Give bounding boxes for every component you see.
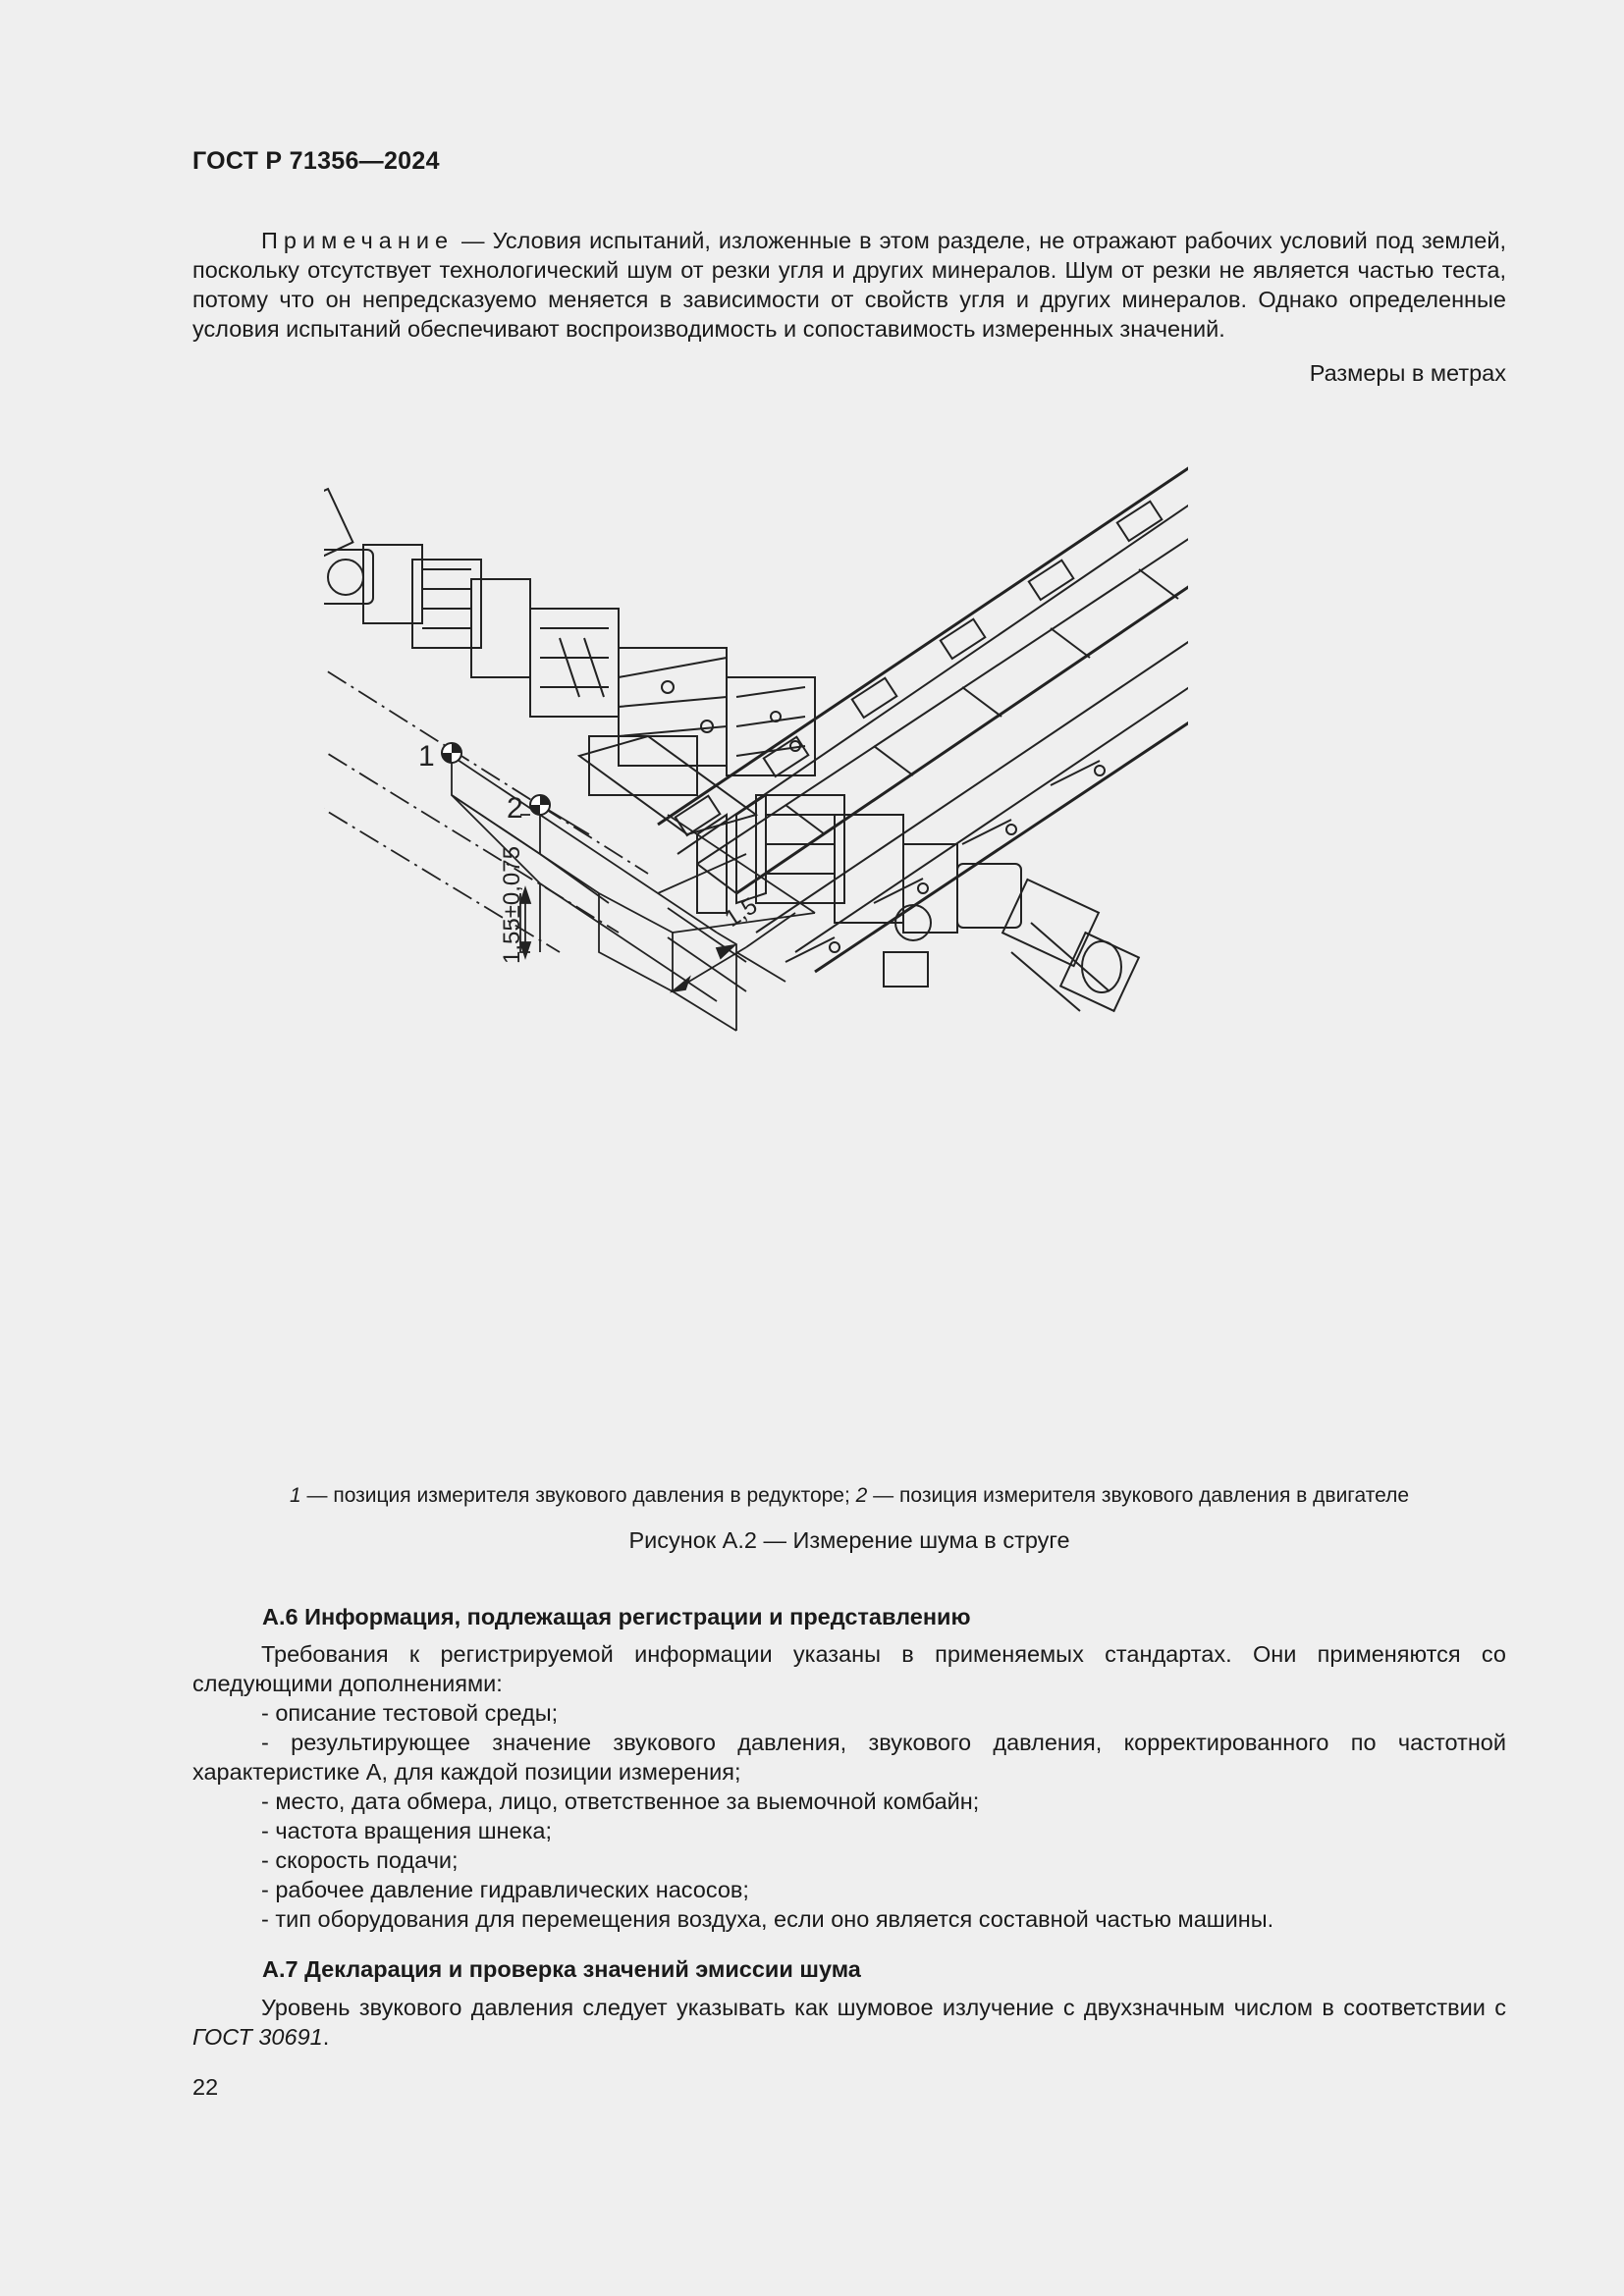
figure-label-1: 1 <box>418 740 435 773</box>
list-item: - скорость подачи; <box>261 1847 459 1873</box>
position-marker-1 <box>442 743 461 763</box>
legend-num-1: 1 <box>289 1484 301 1507</box>
section-a6-intro: Требования к регистрируемой информации указаны в применяемых стандартах. Они применяются со следующими дополнениями: <box>192 1641 1506 1696</box>
figure-legend <box>192 1484 1506 1508</box>
note-label: Примечание <box>261 228 455 253</box>
plough-drawing <box>324 402 1188 1463</box>
figure-caption: Рисунок А.2 — Измерение шума в струге <box>628 1527 1070 1553</box>
page-number: 22 <box>192 2074 219 2100</box>
list-item: - результирующее значение звукового давления, звукового давления, корректированного по частотной характеристике А, для каждой позиции измерения; <box>192 1730 1506 1785</box>
section-a7-text-main: Уровень звукового давления следует указывать как шумовое излучение с двухзначным числом в соответствии с <box>261 1995 1506 2020</box>
position-marker-2 <box>530 795 550 815</box>
dimension-horizontal: 1,5 <box>720 892 763 934</box>
dimension-vertical: 1,55±0,075 <box>499 846 525 964</box>
upper-drive-unit <box>324 477 619 717</box>
list-item: - описание тестовой среды; <box>261 1700 559 1726</box>
section-a7-title: А.7 Декларация и проверка значений эмиссии шума <box>262 1956 861 1982</box>
legend-text-1: — позиция измерителя звукового давления в редукторе; <box>300 1484 856 1507</box>
list-item: - место, дата обмера, лицо, ответственное за выемочной комбайн; <box>261 1789 980 1814</box>
section-a7-text <box>192 1993 1506 2052</box>
section-a6-title: А.6 Информация, подлежащая регистрации и представлению <box>262 1604 971 1629</box>
list-item: - частота вращения шнека; <box>261 1818 552 1843</box>
legend-num-2: 2 <box>855 1484 868 1507</box>
list-item: - рабочее давление гидравлических насосов; <box>261 1877 749 1902</box>
lower-drive-unit <box>756 795 1139 1011</box>
note-paragraph <box>192 226 1506 344</box>
section-a7-text-end: . <box>322 2024 330 2050</box>
figure-label-2: 2 <box>507 792 523 825</box>
section-a6-body <box>192 1639 1506 1934</box>
section-a7-reference: ГОСТ 30691 <box>192 2024 323 2050</box>
dimensions-note: Размеры в метрах <box>1309 360 1506 386</box>
document-header: ГОСТ Р 71356—2024 <box>192 147 440 175</box>
note-text: Условия испытаний, изложенные в этом разделе, не отражают рабочих условий под землей, поскольку отсутствует технологический шум от резки угля и других минералов. Шум от резки не является частью теста, потому что он непредсказуемо меняется в зависимости от свойств угля и других минералов. Однако определенные условия испытаний обеспечивают воспроизводимость и сопоставимость измеренных значений. <box>192 228 1506 342</box>
list-item: - тип оборудования для перемещения воздуха, если оно является составной частью машины. <box>261 1906 1274 1932</box>
note-dash: — <box>454 228 493 253</box>
legend-text-2: — позиция измерителя звукового давления в двигателе <box>867 1484 1410 1507</box>
